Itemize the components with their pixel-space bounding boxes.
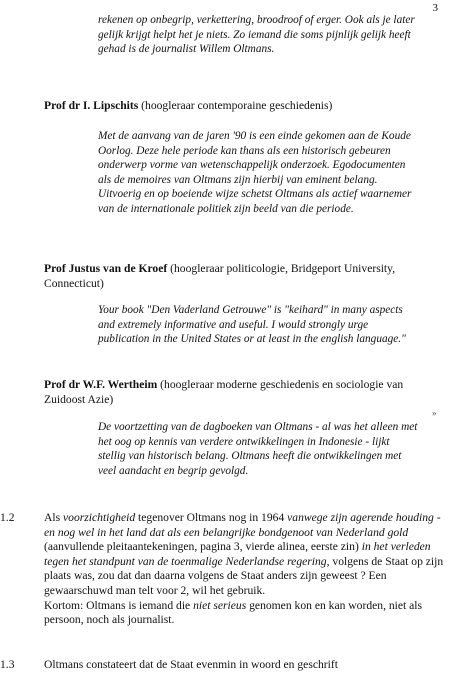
text-run: tegenover Oltmans nog in 1964 — [135, 511, 288, 524]
text-run: volgens de Staat op zijn plaats was, zou dat dan daarna volgens de Staat anders zijn geweest ? Een gewaarschuwd man telt voor 2, wil het gebruik. — [44, 554, 444, 597]
text-run-italic: niet serieus — [193, 598, 247, 612]
testimonial-name: Prof dr I. Lipschits — [44, 99, 139, 112]
testimonial-role: (hoogleraar politicologie, Bridgeport University, Connecticut) — [44, 262, 396, 290]
text-run-italic: in het verleden tegen het standpunt van de toenmalige Nederlandse regering, — [44, 540, 431, 568]
kortom-line — [44, 599, 448, 628]
testimonial-role: (hoogleraar contemporaine geschiedenis) — [138, 99, 333, 112]
text-run: (aanvullende pleitaantekeningen, pagina 3, vierde alinea, eerste zin) — [44, 540, 362, 554]
testimonial-heading-lipschits — [44, 99, 444, 114]
testimonial-quote-lipschits: Met de aanvang van de jaren '90 is een einde gekomen aan de Koude Oorlog. Deze hele periode kan thans als een historisch gebeuren onderwerp vorme van wetenschappelijk onderzoek. Egodocumenten als de memoires van Oltmans zijn hierbij van eminent belang. Uitvoerig en op boeiende wijze schetst Oltmans als actief waarnemer van de internationale politiek zijn beeld van die periode. — [98, 130, 412, 215]
text-run: Als — [44, 511, 64, 524]
section-number-1-3: 1.3 — [0, 658, 15, 671]
text-run: Kortom: Oltmans is iemand die — [44, 598, 194, 612]
text-run-italic: vanwege zijn agerende houding - en nog wel in het land dat als een belangrijke bondgenoot van Nederland gold — [44, 511, 441, 539]
section-paragraph-1-3: Oltmans constateert dat de Staat evenmin in woord en geschrift — [44, 658, 338, 671]
section-paragraph-1-2 — [44, 511, 448, 628]
testimonial-quote-wertheim: De voortzetting van de dagboeken van Oltmans - al was het alleen met het oog op kennis van verdere ontwikkelingen in Indonesie - lijkt stellig van historisch belang. Oltmans heeft die ontwikkelingen met veel aandacht en begrip gevolgd. — [98, 421, 418, 477]
margin-mark: » — [432, 408, 437, 418]
quote-top: rekenen op onbegrip, verkettering, broodroof of erger. Ook als je later gelijk krijgt helpt het je niets. Zo iemand die soms pijnlijk gelijk heeft gehad is de journalist Willem Oltmans. — [98, 14, 415, 56]
testimonial-heading-wertheim — [44, 378, 444, 407]
testimonial-name: Prof dr W.F. Wertheim — [44, 378, 158, 391]
testimonial-name: Prof Justus van de Kroef — [44, 262, 168, 275]
section-number-1-2: 1.2 — [0, 511, 15, 524]
testimonial-heading-van-de-kroef — [44, 262, 444, 291]
testimonial-role: (hoogleraar moderne geschiedenis en sociologie van Zuidoost Azie) — [44, 378, 404, 406]
page-number: 3 — [432, 2, 438, 14]
testimonial-quote-van-de-kroef: Your book "Den Vaderland Getrouwe" is "keihard" in many aspects and extremely informative and useful. I would strongly urge publication in the United States or at least in the english language." — [98, 304, 406, 346]
text-run-italic: voorzichtigheid — [63, 511, 136, 524]
text-run: genomen kon en kan worden, niet als persoon, noch als journalist. — [44, 598, 423, 627]
